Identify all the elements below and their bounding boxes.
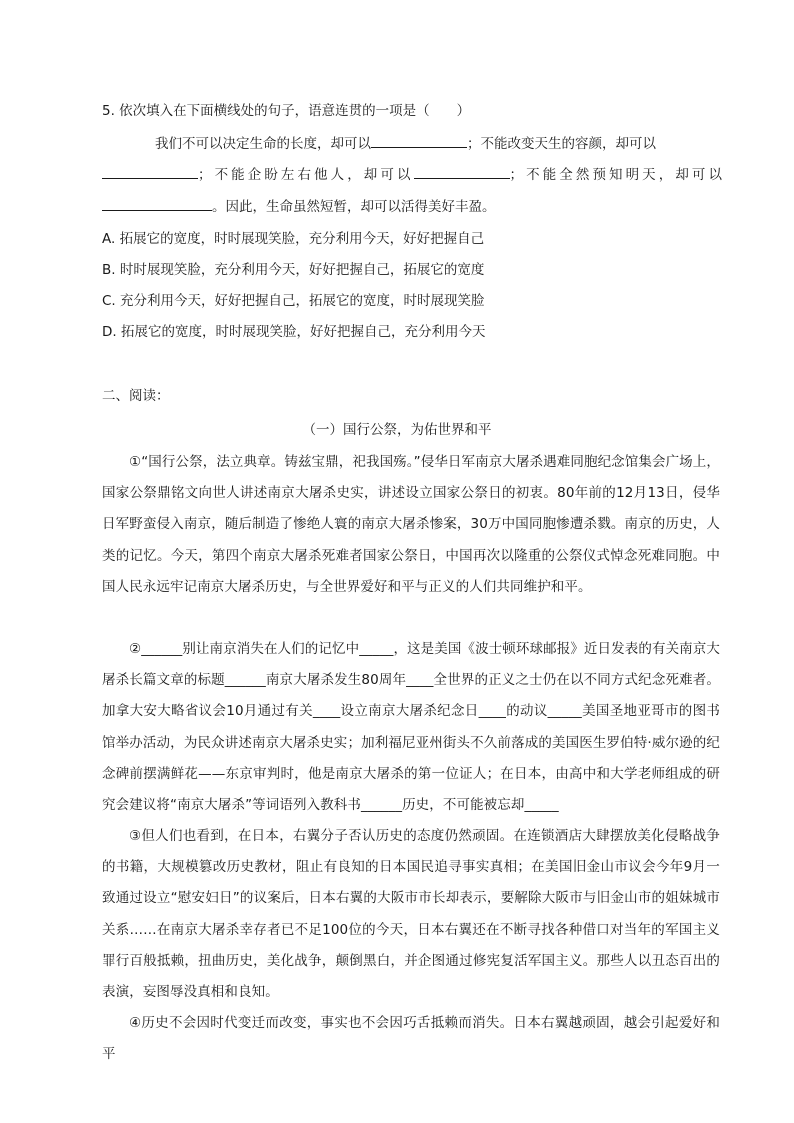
option-a: A. 拓展它的宽度，时时展现笑脸，充分利用今天，好好把握自己 — [102, 231, 485, 247]
section-title: 二、阅读： — [102, 388, 170, 404]
answer-blank-2 — [102, 164, 198, 179]
option-d: D. 拓展它的宽度，时时展现笑脸，好好把握自己，充分利用今天 — [102, 324, 486, 340]
answer-blank-4 — [102, 196, 212, 211]
passage-paragraph-2: ②______别让南京消失在人们的记忆中_____，这是美国《波士顿环球邮报》近日发表的有关南京大屠杀长篇文章的标题______南京大屠杀发生80周年____全世界的正义之士仍在以不同方式纪念死难者。加拿大安大略省议会10月通过有关____设立南京大屠杀纪念日____的动议_____美国圣地亚哥市的图书馆举办活动，为民众讲述南京大屠杀史实；加利福尼亚州街头不久前落成的美国医生罗伯特·威尔逊的纪念碑前摆满鲜花——东京审判时，他是南京大屠杀的第一位证人；在日本，由高中和大学老师组成的研究会建议将“南京大屠杀”等词语列入教科书______历史，不可能被忘却_____ — [102, 641, 720, 814]
passage-paragraph-1: ①“国行公祭，法立典章。铸兹宝鼎，祀我国殇。”侵华日军南京大屠杀遇难同胞纪念馆集会广场上，国家公祭鼎铭文向世人讲述南京大屠杀史实，讲述设立国家公祭日的初衷。80年前的12月13日，侵华日军野蛮侵入南京，随后制造了惨绝人寰的南京大屠杀惨案，30万中国同胞惨遭杀戮。南京的历史，人类的记忆。今天，第四个南京大屠杀死难者国家公祭日，中国再次以隆重的公祭仪式悼念死难同胞。中国人民永远牢记南京大屠杀历史，与全世界爱好和平与正义的人们共同维护和平。 — [102, 454, 720, 595]
question-5-body-line-3 — [102, 196, 722, 217]
option-c: C. 充分利用今天，好好把握自己，拓展它的宽度，时时展现笑脸 — [102, 293, 485, 309]
answer-blank-1 — [371, 133, 467, 148]
body-text: ；不能全然预知明天，却可以 — [509, 167, 723, 183]
passage-title: （一）国行公祭，为佑世界和平 — [302, 422, 492, 438]
body-text: 。因此，生命虽然短暂，却可以活得美好丰盈。 — [212, 199, 496, 215]
body-text: ；不能改变天生的容颜，却可以 — [467, 136, 656, 152]
answer-blank-3 — [414, 164, 510, 179]
question-5-body-line-1 — [155, 133, 721, 154]
question-5-stem: 5. 依次填入在下面横线处的句子，语意连贯的一项是（ ） — [102, 103, 471, 119]
passage-paragraph-4: ④历史不会因时代变迁而改变，事实也不会因巧舌抵赖而消失。日本右翼越顽固，越会引起爱好和平 — [102, 1015, 720, 1063]
body-text: ；不能企盼左右他人，却可以 — [198, 167, 414, 183]
option-b: B. 时时展现笑脸，充分利用今天，好好把握自己，拓展它的宽度 — [102, 262, 485, 278]
passage-paragraph-3: ③但人们也看到，在日本，右翼分子否认历史的态度仍然顽固。在连锁酒店大肆摆放美化侵略战争的书籍，大规模篡改历史教材，阻止有良知的日本国民追寻事实真相；在美国旧金山市议会今年9月一致通过设立“慰安妇日”的议案后，日本右翼的大阪市市长却表示，要解除大阪市与旧金山市的姐妹城市关系……在南京大屠杀幸存者已不足100位的今天，日本右翼还在不断寻找各种借口对当年的军国主义罪行百般抵赖，扭曲历史，美化战争，颠倒黑白，并企图通过修宪复活军国主义。那些人以丑态百出的表演，妄图辱没真相和良知。 — [102, 828, 720, 1001]
question-5-body-line-2 — [102, 164, 722, 185]
body-text: 我们不可以决定生命的长度，却可以 — [155, 136, 371, 152]
